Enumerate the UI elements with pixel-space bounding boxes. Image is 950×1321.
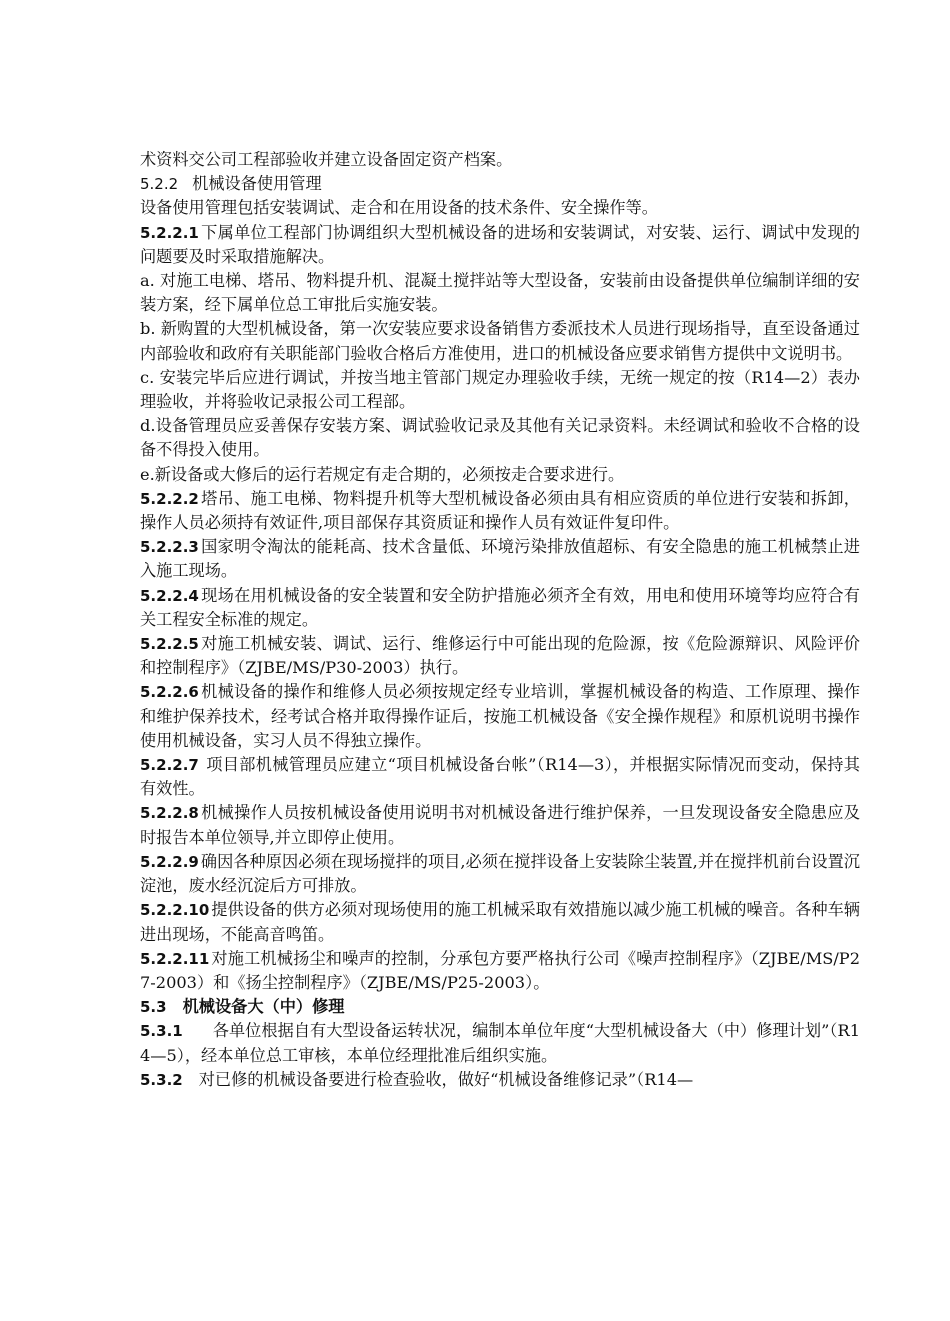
list-item-text: d.设备管理员应妥善保存安装方案、调试验收记录及其他有关记录资料。未经调试和验收不合格的设备不得投入使用。 — [140, 416, 860, 460]
clause — [140, 947, 860, 995]
clause-number: 5.3.1 — [140, 1022, 183, 1041]
paragraph-text: 设备使用管理包括安装调试、走合和在用设备的技术条件、安全操作等。 — [140, 198, 658, 218]
clause-number: 5.2.2.9 — [140, 852, 199, 871]
clause-number: 5.2.2.6 — [140, 683, 199, 702]
clause — [140, 584, 860, 632]
clause — [140, 221, 860, 269]
clause — [140, 632, 860, 680]
clause-text: 塔吊、施工电梯、物料提升机等大型机械设备必须由具有相应资质的单位进行安装和拆卸，操作人员必须持有效证件,项目部保存其资质证和操作人员有效证件复印件。 — [140, 488, 860, 533]
section-number: 5.2.2 — [140, 175, 179, 194]
clause-number: 5.2.2.4 — [140, 586, 199, 605]
clause-number: 5.2.2.11 — [140, 949, 210, 968]
document-page — [140, 148, 860, 1092]
clause-text: 现场在用机械设备的安全装置和安全防护措施必须齐全有效，用电和使用环境等均应符合有关工程安全标准的规定。 — [140, 585, 860, 629]
clause — [140, 680, 860, 753]
section-heading — [140, 172, 860, 196]
clause-number: 5.2.2.2 — [140, 489, 199, 508]
clause-text: 国家明令淘汰的能耗高、技术含量低、环境污染排放值超标、有安全隐患的施工机械禁止进入施工现场。 — [140, 537, 860, 581]
clause — [140, 801, 860, 849]
clause-text: 对已修的机械设备要进行检查验收，做好“机械设备维修记录”（R14— — [198, 1069, 694, 1089]
clause-number: 5.2.2.5 — [140, 635, 199, 654]
clause-number: 5.2.2.7 — [140, 756, 199, 775]
clause — [140, 753, 860, 801]
list-item — [140, 269, 860, 317]
clause — [140, 1019, 860, 1067]
clause-number: 5.2.2.3 — [140, 538, 199, 557]
clause-text: 提供设备的供方必须对现场使用的施工机械采取有效措施以减少施工机械的噪音。各种车辆进出现场，不能高音鸣笛。 — [140, 900, 860, 944]
clause — [140, 487, 860, 535]
section-number: 5.3 — [140, 998, 167, 1017]
clause-text: 对施工机械扬尘和噪声的控制，分承包方要严格执行公司《噪声控制程序》（ZJBE/MS/P27-2003）和《扬尘控制程序》（ZJBE/MS/P25-2003）。 — [140, 948, 860, 992]
clause-text: 机械操作人员按机械设备使用说明书对机械设备进行维护保养，一旦发现设备安全隐患应及时报告本单位领导,并立即停止使用。 — [140, 803, 860, 847]
clause-number: 5.2.2.1 — [140, 223, 199, 242]
list-item — [140, 414, 860, 462]
clause — [140, 535, 860, 583]
paragraph — [140, 196, 860, 220]
clause-text: 各单位根据自有大型设备运转状况，编制本单位年度“大型机械设备大（中）修理计划”（R14—5），经本单位总工审核，本单位经理批准后组织实施。 — [140, 1021, 860, 1065]
list-item-text: c. 安装完毕后应进行调试，并按当地主管部门规定办理验收手续，无统一规定的按（R14—2）表办理验收，并将验收记录报公司工程部。 — [140, 367, 860, 412]
clause-text: 确因各种原因必须在现场搅拌的项目,必须在搅拌设备上安装除尘装置,并在搅拌机前台设置沉淀池，废水经沉淀后方可排放。 — [140, 851, 860, 896]
clause — [140, 1068, 860, 1092]
clause-text: 项目部机械管理员应建立“项目机械设备台帐”（R14—3），并根据实际情况而变动，保持其有效性。 — [140, 755, 860, 799]
list-item-text: a. 对施工电梯、塔吊、物料提升机、混凝土搅拌站等大型设备，安装前由设备提供单位编制详细的安装方案，经下属单位总工审批后实施安装。 — [140, 271, 860, 315]
clause-text: 对施工机械安装、调试、运行、维修运行中可能出现的危险源，按《危险源辩识、风险评价和控制程序》（ZJBE/MS/P30-2003）执行。 — [140, 634, 860, 678]
list-item — [140, 463, 860, 487]
clause — [140, 898, 860, 946]
list-item — [140, 317, 860, 365]
section-title: 机械设备使用管理 — [192, 174, 322, 194]
list-item-text: b. 新购置的大型机械设备，第一次安装应要求设备销售方委派技术人员进行现场指导，直至设备通过内部验收和政府有关职能部门验收合格后方准使用，进口的机械设备应要求销售方提供中文说明书。 — [140, 319, 860, 363]
list-item-text: e.新设备或大修后的运行若规定有走合期的，必须按走合要求进行。 — [140, 464, 625, 484]
paragraph-text: 术资料交公司工程部验收并建立设备固定资产档案。 — [140, 150, 513, 169]
paragraph — [140, 148, 860, 172]
section-heading — [140, 995, 860, 1019]
clause-text: 机械设备的操作和维修人员必须按规定经专业培训，掌握机械设备的构造、工作原理、操作和维护保养技术，经考试合格并取得操作证后，按施工机械设备《安全操作规程》和原机说明书操作使用机械设备，实习人员不得独立操作。 — [140, 682, 860, 750]
clause-number: 5.3.2 — [140, 1070, 183, 1089]
clause-number: 5.2.2.10 — [140, 901, 210, 920]
section-title: 机械设备大（中）修理 — [182, 997, 345, 1017]
clause-text: 下属单位工程部门协调组织大型机械设备的进场和安装调试，对安装、运行、调试中发现的问题要及时采取措施解决。 — [140, 222, 860, 266]
list-item — [140, 366, 860, 414]
clause — [140, 850, 860, 898]
clause-number: 5.2.2.8 — [140, 804, 199, 823]
